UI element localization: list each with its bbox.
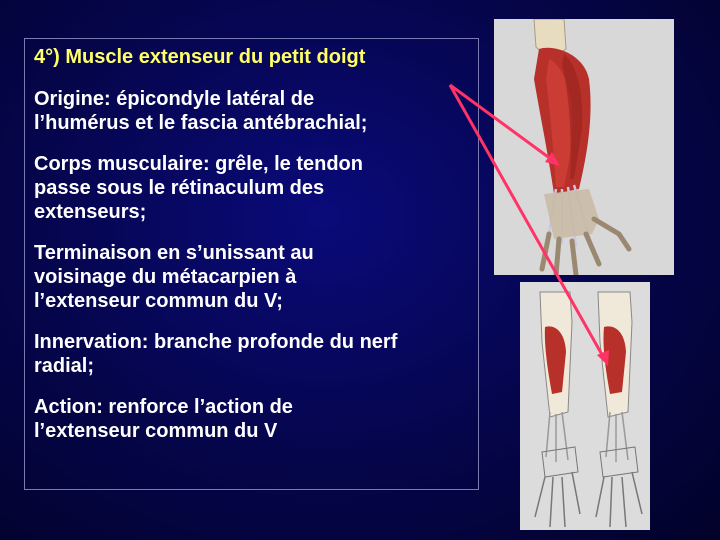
paragraph-corps-musculaire: Corps musculaire: grêle, le tendon passe sous le rétinaculum des extenseurs; <box>34 153 363 223</box>
forearm-anatomy-diagram <box>520 282 650 530</box>
paragraph-action: Action: renforce l’action de l’extenseur commun du V <box>34 396 293 442</box>
paragraph-terminaison: Terminaison en s’unissant au voisinage du métacarpien à l’extenseur commun du V; <box>34 242 314 312</box>
text-box <box>24 38 479 490</box>
paragraph-innervation: Innervation: branche profonde du nerf radial; <box>34 331 398 377</box>
forearm-muscle-illustration <box>494 19 674 275</box>
paragraph-origine: Origine: épicondyle latéral de l’humérus et le fascia antébrachial; <box>34 88 368 134</box>
slide-title: 4°) Muscle extenseur du petit doigt <box>34 46 366 68</box>
